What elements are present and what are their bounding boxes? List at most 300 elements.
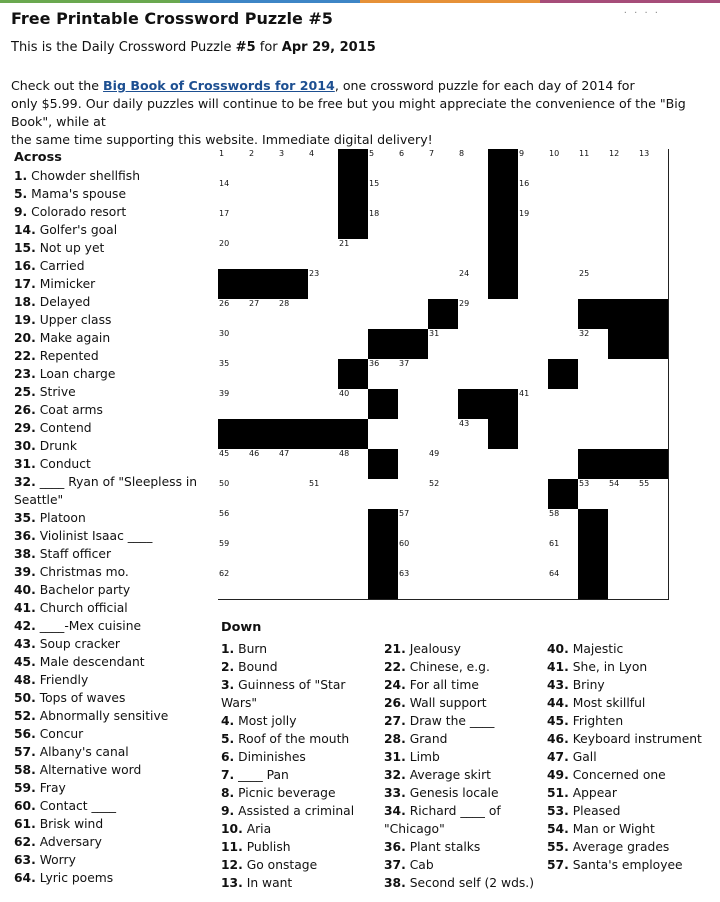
grid-cell[interactable] [368,299,399,330]
grid-cell[interactable] [458,359,489,390]
grid-cell[interactable] [518,359,549,390]
grid-cell[interactable] [428,359,459,390]
grid-cell[interactable] [338,239,369,270]
grid-cell[interactable] [278,359,309,390]
grid-cell[interactable] [278,569,309,600]
crossword-grid [218,149,668,599]
cell-number: 50 [219,479,230,488]
clue-text: Alternative word [39,763,142,777]
clue-number: 40. [547,642,569,656]
grid-cell[interactable] [218,329,249,360]
grid-cell[interactable] [518,149,549,180]
black-square [338,149,369,180]
grid-cell[interactable] [578,239,609,270]
grid-cell[interactable] [338,539,369,570]
clue-number: 58. [14,763,36,777]
grid-cell[interactable] [308,389,339,420]
grid-cell[interactable] [248,509,279,540]
grid-cell[interactable] [578,179,609,210]
grid-cell[interactable] [518,569,549,600]
clue-number: 60. [14,799,36,813]
cell-number: 12 [609,149,620,158]
grid-cell[interactable] [428,239,459,270]
cell-number: 11 [579,149,590,158]
grid-cell[interactable] [398,569,429,600]
down-clue [547,658,717,676]
grid-cell[interactable] [218,359,249,390]
across-clue [14,869,206,887]
grid-cell[interactable] [398,209,429,240]
across-clue [14,365,206,383]
grid-cell[interactable] [428,479,459,510]
grid-cell[interactable] [218,239,249,270]
grid-cell[interactable] [638,479,669,510]
grid-cell[interactable] [578,479,609,510]
puzzle-number: #5 [235,40,256,55]
grid-cell[interactable] [488,299,519,330]
grid-cell[interactable] [638,389,669,420]
grid-cell[interactable] [218,539,249,570]
grid-cell[interactable] [428,329,459,360]
grid-cell[interactable] [278,149,309,180]
clue-number: 11. [221,840,243,854]
grid-cell[interactable] [248,239,279,270]
grid-cell[interactable] [608,209,639,240]
grid-cell[interactable] [278,509,309,540]
grid-cell[interactable] [278,179,309,210]
grid-cell[interactable] [338,509,369,540]
grid-cell[interactable] [608,419,639,450]
grid-cell[interactable] [488,539,519,570]
clue-number: 34. [384,804,406,818]
grid-cell[interactable] [368,239,399,270]
grid-cell[interactable] [638,209,669,240]
grid-cell[interactable] [608,539,639,570]
menu-dots-icon[interactable]: · · · · [623,8,660,19]
grid-cell[interactable] [488,449,519,480]
grid-cell[interactable] [548,539,579,570]
grid-cell[interactable] [308,239,339,270]
cell-number: 24 [459,269,470,278]
cell-number: 19 [519,209,530,218]
big-book-link[interactable]: Big Book of Crosswords for 2014 [103,78,335,93]
clue-number: 62. [14,835,36,849]
across-clue [14,617,206,635]
black-square [488,389,519,420]
clue-text: Church official [39,601,128,615]
grid-cell[interactable] [278,479,309,510]
grid-cell[interactable] [578,209,609,240]
grid-cell[interactable] [458,569,489,600]
clue-number: 64. [14,871,36,885]
black-square [218,269,249,300]
grid-cell[interactable] [218,299,249,330]
grid-cell[interactable] [458,539,489,570]
cell-number: 18 [369,209,380,218]
grid-cell[interactable] [638,269,669,300]
clue-number: 57. [547,858,569,872]
clue-number: 7. [221,768,235,782]
grid-cell[interactable] [458,299,489,330]
grid-cell[interactable] [578,329,609,360]
grid-cell[interactable] [428,389,459,420]
clue-text: Albany's canal [39,745,129,759]
grid-cell[interactable] [398,419,429,450]
grid-cell[interactable] [518,449,549,480]
grid-cell[interactable] [368,269,399,300]
grid-cell[interactable] [248,179,279,210]
grid-cell[interactable] [518,419,549,450]
black-square [608,449,639,480]
grid-cell[interactable] [548,389,579,420]
clue-number: 26. [14,403,36,417]
cell-number: 29 [459,299,470,308]
grid-cell[interactable] [248,479,279,510]
grid-cell[interactable] [458,329,489,360]
grid-cell[interactable] [308,209,339,240]
clue-text: Cab [409,858,434,872]
clue-text: Pleased [572,804,621,818]
grid-cell[interactable] [518,329,549,360]
grid-cell[interactable] [218,479,249,510]
clue-number: 38. [14,547,36,561]
grid-cell[interactable] [518,539,549,570]
grid-cell[interactable] [458,449,489,480]
clue-text: Loan charge [39,367,116,381]
grid-cell[interactable] [278,389,309,420]
cell-number: 40 [339,389,350,398]
clue-number: 22. [384,660,406,674]
clue-text: Jealousy [409,642,461,656]
grid-cell[interactable] [548,329,579,360]
across-clues [14,149,206,887]
grid-cell[interactable] [398,389,429,420]
clue-number: 43. [547,678,569,692]
grid-cell[interactable] [518,269,549,300]
cell-number: 52 [429,479,440,488]
clue-number: 31. [384,750,406,764]
grid-cell[interactable] [608,389,639,420]
grid-cell[interactable] [518,389,549,420]
grid-cell[interactable] [578,359,609,390]
grid-cell[interactable] [428,449,459,480]
grid-cell[interactable] [368,479,399,510]
grid-cell[interactable] [458,239,489,270]
down-clue [547,838,717,856]
grid-cell[interactable] [398,509,429,540]
grid-cell[interactable] [608,149,639,180]
across-clue [14,401,206,419]
black-square [608,329,639,360]
cell-number: 47 [279,449,290,458]
grid-cell[interactable] [368,209,399,240]
grid-cell[interactable] [638,539,669,570]
clue-text: Abnormally sensitive [39,709,169,723]
grid-cell[interactable] [458,269,489,300]
clue-text: Tops of waves [39,691,126,705]
grid-cell[interactable] [548,179,579,210]
grid-cell[interactable] [518,209,549,240]
clue-text: Worry [39,853,76,867]
clue-text: Draw the ____ [409,714,495,728]
across-clue [14,833,206,851]
cell-number: 45 [219,449,230,458]
grid-cell[interactable] [218,209,249,240]
grid-cell[interactable] [398,179,429,210]
grid-cell[interactable] [638,359,669,390]
grid-cell[interactable] [248,449,279,480]
grid-cell[interactable] [638,179,669,210]
grid-cell[interactable] [218,509,249,540]
grid-cell[interactable] [428,269,459,300]
clue-number: 55. [547,840,569,854]
grid-cell[interactable] [548,449,579,480]
grid-cell[interactable] [308,269,339,300]
grid-cell[interactable] [608,509,639,540]
clue-text: Coat arms [39,403,103,417]
clue-number: 3. [221,678,235,692]
cell-number: 17 [219,209,230,218]
grid-cell[interactable] [488,479,519,510]
grid-cell[interactable] [578,269,609,300]
grid-cell[interactable] [638,239,669,270]
grid-cell[interactable] [398,539,429,570]
grid-cell[interactable] [308,359,339,390]
clue-text: ____ Pan [238,768,289,782]
grid-cell[interactable] [608,179,639,210]
clue-number: 29. [14,421,36,435]
grid-cell[interactable] [338,569,369,600]
grid-cell[interactable] [248,359,279,390]
across-clue [14,455,206,473]
clue-text: Plant stalks [409,840,481,854]
cell-number: 1 [219,149,225,158]
down-clue [221,784,383,802]
down-clue [221,838,383,856]
clue-text: Mimicker [39,277,96,291]
grid-cell[interactable] [548,509,579,540]
grid-cell[interactable] [428,179,459,210]
clue-number: 12. [221,858,243,872]
grid-cell[interactable] [308,509,339,540]
grid-cell[interactable] [518,239,549,270]
grid-cell[interactable] [578,389,609,420]
grid-cell[interactable] [458,509,489,540]
clue-number: 52. [14,709,36,723]
grid-cell[interactable] [548,569,579,600]
grid-cell[interactable] [488,569,519,600]
cell-number: 25 [579,269,590,278]
grid-cell[interactable] [248,329,279,360]
grid-cell[interactable] [518,299,549,330]
cell-number: 59 [219,539,230,548]
grid-cell[interactable] [248,209,279,240]
grid-cell[interactable] [608,269,639,300]
grid-cell[interactable] [578,149,609,180]
clue-text: Platoon [39,511,86,525]
grid-cell[interactable] [488,509,519,540]
grid-cell[interactable] [398,149,429,180]
black-square [368,539,399,570]
clue-number: 28. [384,732,406,746]
grid-cell[interactable] [608,479,639,510]
grid-cell[interactable] [278,299,309,330]
cell-number: 15 [369,179,380,188]
grid-cell[interactable] [218,179,249,210]
grid-cell[interactable] [308,329,339,360]
intro-text-line3: the same time supporting this website. Immediate digital delivery! [11,132,433,147]
clue-text: Bound [238,660,278,674]
grid-cell[interactable] [428,419,459,450]
grid-cell[interactable] [548,149,579,180]
clue-number: 13. [221,876,243,890]
grid-cell[interactable] [548,209,579,240]
grid-cell[interactable] [278,539,309,570]
grid-cell[interactable] [458,479,489,510]
grid-cell[interactable] [548,419,579,450]
clue-number: 24. [384,678,406,692]
black-square [578,449,609,480]
grid-cell[interactable] [458,419,489,450]
black-square [308,419,339,450]
clue-text: Appear [572,786,617,800]
black-square [218,419,249,450]
cell-number: 60 [399,539,410,548]
clue-text: Most jolly [238,714,297,728]
down-clue [221,802,383,820]
grid-cell[interactable] [308,149,339,180]
grid-cell[interactable] [608,239,639,270]
grid-cell[interactable] [578,419,609,450]
clue-number: 32. [384,768,406,782]
grid-cell[interactable] [308,569,339,600]
clue-number: 33. [384,786,406,800]
clue-number: 4. [221,714,235,728]
grid-cell[interactable] [428,569,459,600]
down-clue [547,820,717,838]
across-clue [14,545,206,563]
down-clue [547,856,717,874]
grid-cell[interactable] [338,329,369,360]
grid-cell[interactable] [428,509,459,540]
clue-text: In want [246,876,293,890]
grid-cell[interactable] [458,149,489,180]
grid-cell[interactable] [548,269,579,300]
grid-cell[interactable] [368,359,399,390]
clue-text: Carried [39,259,85,273]
clue-number: 41. [14,601,36,615]
cell-number: 57 [399,509,410,518]
grid-cell[interactable] [518,479,549,510]
grid-cell[interactable] [338,299,369,330]
grid-cell[interactable] [398,449,429,480]
grid-cell[interactable] [278,239,309,270]
grid-cell[interactable] [248,299,279,330]
grid-cell[interactable] [488,359,519,390]
grid-cell[interactable] [638,569,669,600]
grid-cell[interactable] [548,239,579,270]
down-clue [221,658,383,676]
grid-cell[interactable] [518,179,549,210]
cell-number: 55 [639,479,650,488]
grid-cell[interactable] [398,299,429,330]
grid-cell[interactable] [488,329,519,360]
grid-cell[interactable] [218,449,249,480]
grid-cell[interactable] [278,209,309,240]
grid-cell[interactable] [518,509,549,540]
grid-cell[interactable] [398,479,429,510]
grid-cell[interactable] [368,419,399,450]
grid-cell[interactable] [428,539,459,570]
grid-cell[interactable] [398,269,429,300]
cell-number: 27 [249,299,260,308]
clue-text: Richard ____ of "Chicago" [384,804,501,836]
grid-cell[interactable] [608,359,639,390]
grid-cell[interactable] [458,179,489,210]
grid-cell[interactable] [368,179,399,210]
cell-number: 2 [249,149,255,158]
grid-cell[interactable] [638,149,669,180]
grid-cell[interactable] [608,569,639,600]
clue-text: Conduct [39,457,91,471]
grid-cell[interactable] [308,449,339,480]
grid-cell[interactable] [338,479,369,510]
clue-number: 47. [547,750,569,764]
grid-cell[interactable] [248,149,279,180]
down-clue [547,640,717,658]
grid-cell[interactable] [308,299,339,330]
grid-cell[interactable] [638,509,669,540]
grid-cell[interactable] [338,389,369,420]
grid-cell[interactable] [548,299,579,330]
grid-cell[interactable] [458,209,489,240]
down-clues-column-1 [221,619,383,892]
grid-cell[interactable] [308,539,339,570]
clue-text: Limb [409,750,440,764]
grid-cell[interactable] [218,149,249,180]
grid-cell[interactable] [218,389,249,420]
cell-number: 8 [459,149,465,158]
grid-cell[interactable] [638,419,669,450]
grid-cell[interactable] [368,149,399,180]
cell-number: 37 [399,359,410,368]
clue-text: Repented [39,349,99,363]
clue-text: Soup cracker [39,637,120,651]
grid-cell[interactable] [398,359,429,390]
down-clue [221,712,383,730]
black-square [368,509,399,540]
grid-cell[interactable] [218,569,249,600]
grid-cell[interactable] [308,179,339,210]
grid-cell[interactable] [278,449,309,480]
across-clue [14,383,206,401]
grid-cell[interactable] [428,149,459,180]
cell-number: 13 [639,149,650,158]
grid-cell[interactable] [398,239,429,270]
grid-cell[interactable] [308,479,339,510]
grid-cell[interactable] [248,539,279,570]
grid-cell[interactable] [338,269,369,300]
black-square [338,359,369,390]
across-clue [14,563,206,581]
black-square [398,329,429,360]
black-square [488,239,519,270]
grid-cell[interactable] [278,329,309,360]
grid-cell[interactable] [338,449,369,480]
grid-cell[interactable] [428,209,459,240]
grid-cell[interactable] [248,389,279,420]
grid-cell[interactable] [248,569,279,600]
